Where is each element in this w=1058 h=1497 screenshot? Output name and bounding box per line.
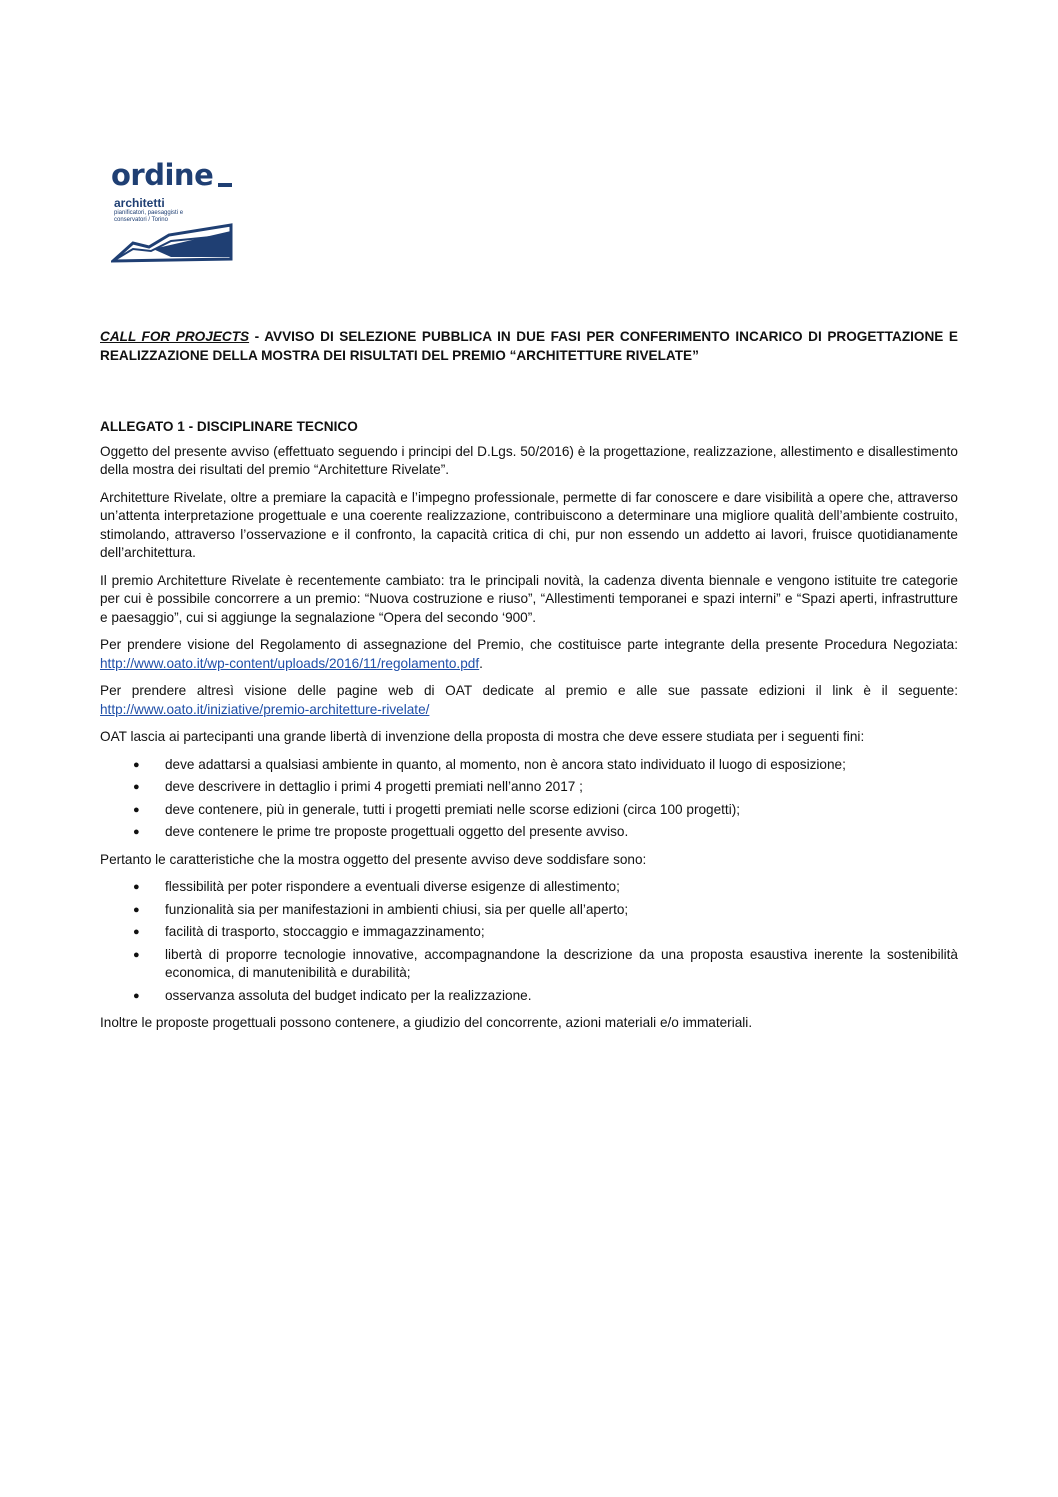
- title-call-for-projects: CALL FOR PROJECTS: [100, 329, 250, 344]
- list-caratteristiche: [100, 878, 958, 1005]
- logo-wordmark: ordine: [111, 158, 214, 192]
- bullet-icon: ●: [133, 758, 140, 771]
- list-item: [100, 801, 958, 820]
- paragraph-caratteristiche: Pertanto le caratteristiche che la mostra oggetto del presente avviso deve soddisfare sono:: [100, 851, 647, 867]
- logo-landscape-mark: [111, 221, 235, 263]
- paragraph-pagine-web: [100, 682, 958, 719]
- regolamento-end: .: [479, 655, 483, 671]
- logo-subtitle: architetti: [114, 196, 165, 210]
- regolamento-link[interactable]: http://www.oato.it/wp-content/uploads/2016/11/regolamento.pdf: [100, 655, 480, 671]
- paragraph-inoltre: Inoltre le proposte progettuali possono contenere, a giudizio del concorrente, azioni materiali e/o immateriali.: [100, 1015, 753, 1030]
- pagine-web-text: Per prendere altresì visione delle pagine web di OAT dedicate al premio e alle sue passate edizioni il link è il seguente:: [100, 683, 958, 698]
- section-title: ALLEGATO 1 - DISCIPLINARE TECNICO: [100, 419, 358, 434]
- bullet-icon: ●: [133, 826, 140, 838]
- bullet-icon: ●: [133, 803, 140, 816]
- paragraph-regolamento: [100, 636, 958, 673]
- title-rest: - AVVISO DI SELEZIONE PUBBLICA IN DUE FASI PER CONFERIMENTO INCARICO DI PROGETTAZIONE E REALIZZAZIONE DELLA MOSTRA DEI RISULTATI DEL PREMIO “ARCHITETTURE RIVELATE”: [100, 329, 959, 363]
- bullet-icon: ●: [133, 881, 140, 893]
- logo-dash: [218, 183, 232, 187]
- list-item-text: flessibilità per poter rispondere a eventuali diverse esigenze di allestimento;: [165, 879, 620, 894]
- list-item-text: deve contenere le prime tre proposte progettuali oggetto del presente avviso.: [165, 824, 629, 839]
- list-fini: [100, 756, 958, 842]
- list-item: [100, 756, 958, 775]
- document-title: [100, 328, 958, 365]
- list-item: [100, 878, 958, 897]
- list-item: [100, 946, 958, 983]
- list-item-text: deve adattarsi a qualsiasi ambiente in quanto, al momento, non è ancora stato individuato il luogo di esposizione;: [165, 756, 846, 772]
- regolamento-text: Per prendere visione del Regolamento di assegnazione del Premio, che costituisce parte integrante della presente Procedura Negoziata:: [100, 637, 958, 652]
- bullet-icon: ●: [133, 989, 140, 1002]
- list-item: [100, 823, 958, 842]
- list-item: [100, 987, 958, 1006]
- ordine-architetti-logo: [111, 157, 239, 265]
- premio-web-link[interactable]: http://www.oato.it/iniziative/premio-architetture-rivelate/: [100, 701, 430, 717]
- list-item: [100, 778, 958, 797]
- list-item-text: deve descrivere in dettaglio i primi 4 progetti premiati nell’anno 2017 ;: [165, 779, 583, 794]
- bullet-icon: ●: [133, 903, 140, 916]
- bullet-icon: ●: [133, 948, 140, 961]
- list-item-text: deve contenere, più in generale, tutti i progetti premiati nelle scorse edizioni (circa 100 progetti);: [165, 801, 741, 817]
- paragraph-oat-liberta: OAT lascia ai partecipanti una grande libertà di invenzione della proposta di mostra che deve essere studiata per i seguenti fini:: [100, 729, 865, 744]
- list-item: [100, 923, 958, 942]
- list-item: [100, 901, 958, 920]
- paragraph-premio-cambiato: Il premio Architetture Rivelate è recentemente cambiato: tra le principali novità, la cadenza diventa biennale e vengono istituite tre categorie per cui è possibile concorrere a un premio: “Nuova costruzione e riuso”, “Allestimenti temporanei e spazi interni” e “Spazi aperti, infrastrutture e paesaggio”, cui si aggiunge la segnalazione “Opera del secondo ‘900”.: [100, 572, 958, 625]
- paragraph-oggetto: Oggetto del presente avviso (effettuato seguendo i principi del D.Lgs. 50/2016) è la progettazione, realizzazione, allestimento e disallestimento della mostra dei risultati del premio “Architetture Rivelate”.: [100, 443, 958, 477]
- list-item-text: funzionalità sia per manifestazioni in ambienti chiusi, sia per quelle all’aperto;: [165, 901, 629, 917]
- paragraph-architetture-rivelate: Architetture Rivelate, oltre a premiare la capacità e l’impegno professionale, permette di far conoscere e dare visibilità a opere che, attraverso un’attenta interpretazione progettuale e una coerente realizzazione, contribuiscono a determinare una migliore qualità dell’ambiente costruito, stimolando, attraverso l’osservazione e il confronto, la capacità critica di chi, pur non essendo un addetto ai lavori, fruisce quotidianamente dell’architettura.: [100, 489, 958, 560]
- list-item-text: osservanza assoluta del budget indicato per la realizzazione.: [165, 987, 532, 1003]
- bullet-icon: ●: [133, 926, 140, 938]
- logo-subtitle-detail: pianificatori, paesaggisti e conservatori / Torino: [114, 210, 184, 223]
- bullet-icon: ●: [133, 781, 140, 793]
- list-item-text: facilità di trasporto, stoccaggio e immagazzinamento;: [165, 924, 485, 939]
- document-body: [100, 328, 958, 1042]
- list-item-text: libertà di proporre tecnologie innovative, accompagnandone la descrizione da una proposta esaustiva inerente la sostenibilità economica, di manutenibilità e durabilità;: [165, 946, 958, 980]
